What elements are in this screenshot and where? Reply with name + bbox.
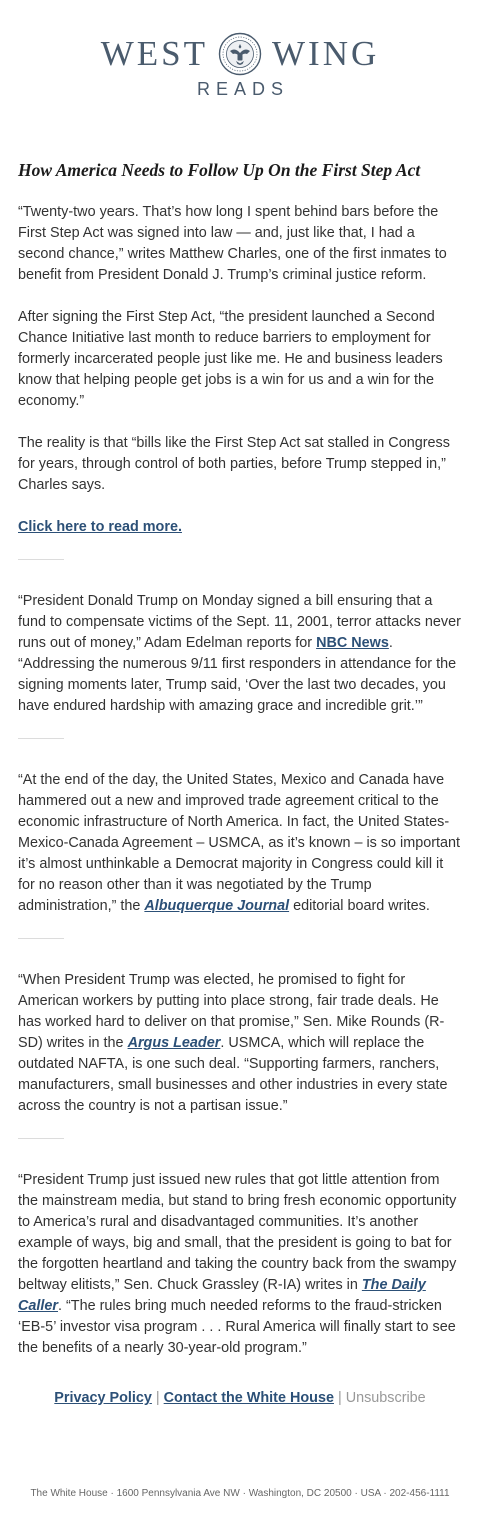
main-content — [18, 158, 462, 1380]
story2-text-after: . “Addressing the numerous 9/11 first responders in attendance for the signing moments later, Trump said, ‘Over the last two decades, you have endured hardship with amazing grace and incredible grit.’” — [18, 635, 457, 714]
masthead — [0, 26, 480, 106]
story1-paragraph-2: After signing the First Step Act, “the president launched a Second Chance Initiative last month to reduce barriers to employment for formerly incarcerated people just like me. He and business leaders know that helping people get jobs is a win for us and a win for the economy.” — [18, 309, 443, 409]
read-more-link[interactable]: Click here to read more. — [18, 519, 182, 535]
story2-paragraph — [18, 591, 462, 717]
contact-white-house-link[interactable]: Contact the White House — [163, 1390, 334, 1406]
story1-paragraph-3: The reality is that “bills like the First Step Act sat stalled in Congress for years, through control of both parties, before Trump stepped in,” Charles says. — [18, 435, 450, 493]
brand-word-right: WING — [272, 34, 380, 73]
story5-paragraph — [18, 1170, 462, 1359]
story3-text-before: “At the end of the day, the United States, Mexico and Canada have hammered out a new and improved trade agreement critical to the economic infrastructure of North America. In fact, the United States-Mexico-Canada Agreement – USMCA, as it’s known – is so important it’s almost unthinkable a Democrat majority in Congress could kill it for no reason other than it was negotiated by the Trump administration,” the — [18, 772, 461, 914]
story4-text-after: . USMCA, which will replace the outdated NAFTA, is one such deal. “Supporting farmers, ranchers, manufacturers, small businesses and other industries in every state across the country is not a partisan issue.” — [18, 1035, 448, 1114]
story3-paragraph — [18, 770, 462, 917]
privacy-policy-link[interactable]: Privacy Policy — [54, 1390, 152, 1406]
presidential-seal-icon — [218, 32, 262, 76]
brand-word-left: WEST — [100, 34, 208, 73]
footer-links — [0, 1388, 480, 1408]
read-more-paragraph — [18, 517, 462, 538]
story-headline: How America Needs to Follow Up On the First Step Act — [18, 160, 421, 180]
daily-caller-link[interactable]: The Daily Caller — [18, 1277, 426, 1314]
nbc-news-link[interactable]: NBC News — [316, 635, 389, 651]
footer-address: The White House · 1600 Pennsylvania Ave NW · Washington, DC 20500 · USA · 202-456-1111 — [30, 1488, 450, 1499]
footer-separator: | — [151, 1390, 164, 1406]
section-divider — [18, 559, 64, 560]
argus-leader-link[interactable]: Argus Leader — [127, 1035, 221, 1051]
footer-separator: | — [333, 1390, 346, 1406]
section-divider — [18, 938, 64, 939]
section-divider — [18, 738, 64, 739]
albuquerque-journal-link[interactable]: Albuquerque Journal — [144, 898, 290, 914]
story3-text-after: editorial board writes. — [289, 898, 430, 914]
story1-paragraph-1: “Twenty-two years. That’s how long I spent behind bars before the First Step Act was signed into law — and, just like that, I had a second chance,” writes Matthew Charles, one of the first inmates to benefit from President Donald J. Trump’s criminal justice reform. — [18, 204, 447, 283]
unsubscribe-link[interactable]: Unsubscribe — [345, 1390, 426, 1406]
story4-text-before: “When President Trump was elected, he promised to fight for American workers by putting into place strong, fair trade deals. He has worked hard to deliver on that promise,” Sen. Mike Rounds (R-SD) writes in the — [18, 972, 445, 1051]
brand-subtitle: READS — [196, 79, 289, 99]
brand-logo — [0, 30, 480, 78]
story2-text-before: “President Donald Trump on Monday signed a bill ensuring that a fund to compensate victims of the Sept. 11, 2001, terror attacks never runs out of money,” Adam Edelman reports for — [18, 593, 461, 651]
story5-text-before: “President Trump just issued new rules that got little attention from the mainstream media, but stand to bring fresh economic opportunity to America’s rural and disadvantaged communities. It’s another example of ways, big and small, that the president is going to bat for the forgotten heartland and taking the country back from the swampy beltway elitists,” Sen. Chuck Grassley (R-IA) writes in — [18, 1172, 457, 1293]
story5-text-after: . “The rules bring much needed reforms to the fraud-stricken ‘EB-5’ investor visa program . . . Rural America will finally start to see the benefits of a nearly 30-year-old program.” — [18, 1298, 456, 1356]
story4-paragraph — [18, 970, 462, 1117]
section-divider — [18, 1138, 64, 1139]
